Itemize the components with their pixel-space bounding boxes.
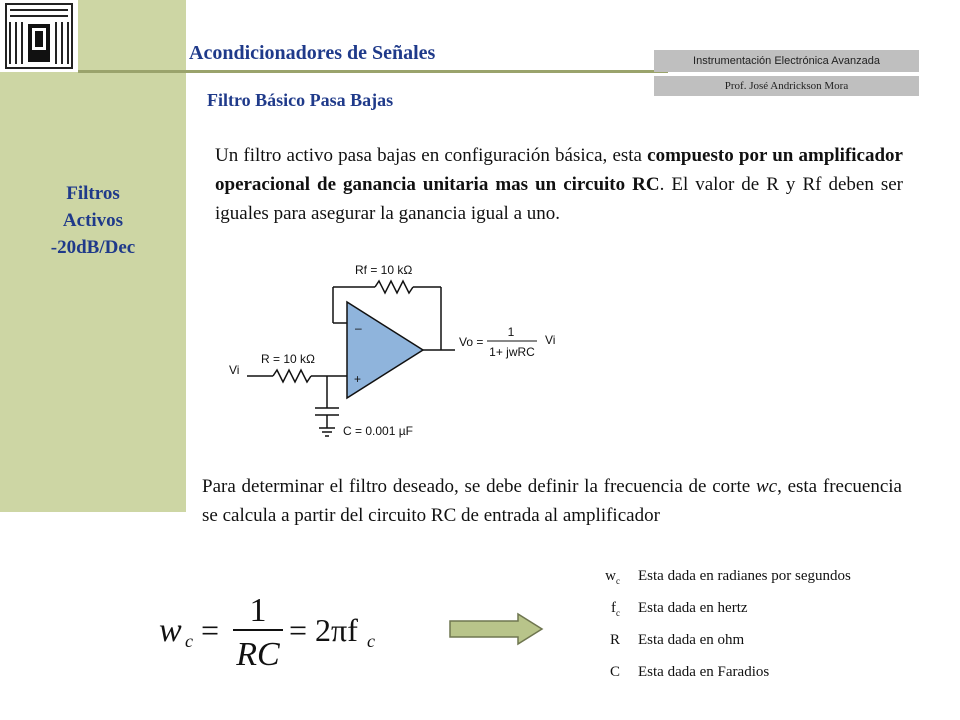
- intro-bold-text: compuesto por un amplificador operacional de ganancia unitaria mas un circuito RC: [215, 145, 903, 195]
- top-bar: [78, 0, 186, 72]
- section-title: Filtro Básico Pasa Bajas: [207, 90, 394, 110]
- sidebar-line-2: Activos: [62, 210, 124, 231]
- legend-row: [560, 568, 930, 600]
- c-label: C = 0.001 µF: [343, 424, 413, 438]
- sidebar-panel: [0, 70, 186, 512]
- formula-rhs: = 2πf: [289, 612, 358, 648]
- intro-paragraph: [215, 141, 903, 228]
- legend-description: Esta dada en hertz: [638, 600, 748, 616]
- formula-lhs-sub: c: [185, 631, 193, 651]
- header-divider: [78, 70, 668, 73]
- cutoff-formula: [155, 585, 385, 675]
- vo-label: Vo =: [459, 335, 484, 349]
- formula-lhs: w: [159, 612, 182, 649]
- cutoff-paragraph: [202, 472, 902, 530]
- legend-description: Esta dada en ohm: [638, 632, 745, 648]
- transfer-denominator: 1+ jwRC: [489, 345, 535, 359]
- legend-row: [560, 600, 930, 632]
- legend-symbol: $f_c$: [611, 600, 620, 618]
- course-label: Instrumentación Electrónica Avanzada: [654, 50, 919, 72]
- intro-rest-text: . El valor de R y Rf deben ser iguales para asegurar la ganancia igual a uno.: [215, 174, 903, 224]
- legend-description: Esta dada en radianes por segundos: [638, 568, 851, 584]
- sidebar-line-3: -20dB/Dec: [50, 237, 136, 258]
- slide-title: Acondicionadores de Señales: [189, 42, 436, 64]
- legend-symbol: C: [609, 664, 620, 680]
- legend-row: [560, 664, 930, 696]
- cutoff-intro-text: Para determinar el filtro deseado, se debe definir la frecuencia de corte: [202, 476, 756, 497]
- transfer-numerator: 1: [507, 325, 515, 339]
- cutoff-rest-text: , esta frecuencia se calcula a partir del circuito RC de entrada al amplificador: [202, 476, 902, 526]
- opamp-minus: –: [355, 321, 362, 335]
- variable-legend: [560, 568, 930, 696]
- r-label: R = 10 kΩ: [261, 352, 315, 366]
- legend-symbol: $w_c$: [605, 568, 620, 586]
- professor-label: Prof. José Andrickson Mora: [654, 76, 919, 96]
- legend-description: Esta dada en Faradios: [638, 664, 770, 680]
- right-arrow-icon: [448, 612, 544, 646]
- svg-text:=: =: [201, 612, 220, 648]
- institution-logo: [0, 0, 78, 72]
- legend-row: [560, 632, 930, 664]
- vi-output-label: Vi: [545, 333, 556, 347]
- formula-rhs-sub: c: [367, 631, 375, 651]
- rf-label: Rf = 10 kΩ: [355, 263, 413, 277]
- cutoff-italic-text: wc: [755, 476, 778, 497]
- sidebar-heading: [0, 180, 186, 261]
- sidebar-line-1: Filtros: [66, 183, 120, 204]
- intro-text: Un filtro activo pasa bajas en configuración básica, esta: [215, 145, 648, 166]
- formula-denominator: RC: [236, 636, 280, 673]
- opamp-plus: +: [354, 372, 362, 386]
- vi-input-label: Vi: [229, 363, 240, 377]
- circuit-diagram: [215, 260, 578, 460]
- formula-numerator: 1: [249, 592, 267, 629]
- legend-symbol: R: [609, 632, 620, 648]
